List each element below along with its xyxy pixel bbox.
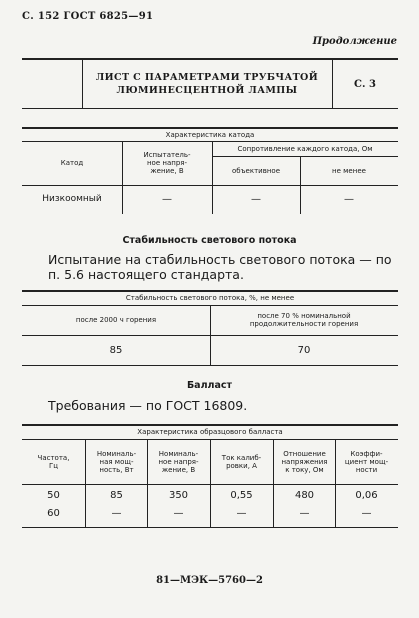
- col-objective: объективное: [232, 166, 280, 175]
- ballast-cell: —: [361, 507, 372, 519]
- ballast-cell: —: [111, 507, 122, 519]
- col-min: не менее: [332, 166, 366, 175]
- col-rated-voltage: Номиналь- ное напря- жение, В: [158, 450, 199, 474]
- ballast-cell: 0,55: [230, 489, 253, 501]
- test-voltage-cell: —: [162, 193, 172, 205]
- ballast-cell: 50: [47, 489, 60, 501]
- flux-bottom-rule: [22, 365, 398, 366]
- col-test-voltage: Испытатель- ное напря- жение, В: [143, 151, 191, 175]
- col-power-factor: Коэффи- циент мощ- ности: [344, 450, 389, 474]
- value-after-70pct: 70: [297, 344, 311, 356]
- flux-paragraph: Испытание на стабильность светового потока — по п. 5.6 настоящего стандарта.: [48, 252, 392, 282]
- cathode-type-cell: Низкоомный: [42, 194, 102, 204]
- ballast-cell: —: [299, 507, 310, 519]
- col-after-2000h: после 2000 ч горения: [75, 316, 157, 324]
- footer-code: 81—МЭК—5760—2: [156, 575, 263, 586]
- ballast-cell: 85: [110, 489, 123, 501]
- min-cell: —: [344, 193, 354, 205]
- ballast-paragraph: Требования — по ГОСТ 16809.: [48, 398, 248, 413]
- ballast-section-title: Балласт: [186, 380, 233, 391]
- ballast-bottom-rule: [22, 527, 398, 528]
- value-after-2000h: 85: [109, 344, 123, 356]
- ballast-cell: 60: [47, 507, 60, 519]
- ballast-cell: 0,06: [355, 489, 378, 501]
- page-reference: С. 152 ГОСТ 6825—91: [22, 11, 154, 22]
- col-after-70pct: после 70 % номинальной продолжительности горения: [249, 312, 359, 328]
- sheet-title: [82, 60, 332, 108]
- title-bottom-rule: [22, 108, 398, 109]
- col-cathode: Катод: [60, 159, 84, 167]
- ballast-cell: —: [173, 507, 184, 519]
- ballast-cell: 480: [294, 489, 315, 501]
- flux-section-title: Стабильность светового потока: [122, 235, 297, 246]
- title-line-1: ЛИСТ С ПАРАМЕТРАМИ ТРУБЧАТОЙ: [95, 72, 319, 83]
- cathode-group-header: Характеристика катода: [165, 131, 255, 139]
- sheet-number: С. 3: [354, 78, 376, 90]
- resistance-header: Сопротивление каждого катода, Ом: [237, 144, 373, 153]
- col-rated-power: Номиналь- ная мощ- ность, Вт: [96, 450, 137, 474]
- ballast-cell: —: [236, 507, 247, 519]
- flux-table-header: Стабильность светового потока, %, не менее: [125, 294, 295, 302]
- ballast-cell: 350: [168, 489, 189, 501]
- col-calibration-current: Ток калиб- ровки, А: [221, 454, 262, 470]
- col-frequency: Частота, Гц: [37, 454, 70, 470]
- objective-cell: —: [251, 193, 261, 205]
- ballast-table-header: Характеристика образцового балласта: [137, 428, 283, 436]
- col-voltage-current-ratio: Отношение напряжения к току, Ом: [281, 450, 328, 474]
- continuation-label: Продолжение: [312, 36, 397, 47]
- title-line-2: ЛЮМИНЕСЦЕНТНОЙ ЛАМПЫ: [116, 85, 298, 96]
